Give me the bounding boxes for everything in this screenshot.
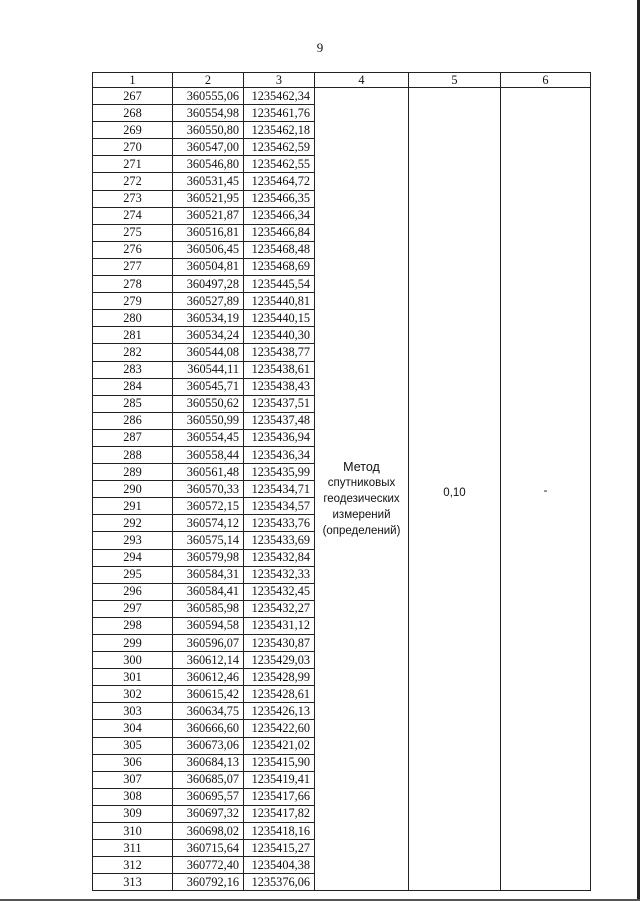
- point-number-cell: 271: [93, 156, 173, 173]
- method-line: Метод: [343, 460, 380, 475]
- x-coordinate-cell: 360550,99: [173, 412, 244, 429]
- y-coordinate-cell: 1235440,30: [244, 327, 315, 344]
- x-coordinate-cell: 360546,80: [173, 156, 244, 173]
- y-coordinate-cell: 1235462,18: [244, 122, 315, 139]
- y-coordinate-cell: 1235428,99: [244, 669, 315, 686]
- x-coordinate-cell: 360596,07: [173, 635, 244, 652]
- y-coordinate-cell: 1235376,06: [244, 874, 315, 891]
- x-coordinate-cell: 360697,32: [173, 805, 244, 822]
- y-coordinate-cell: 1235466,34: [244, 207, 315, 224]
- x-coordinate-cell: 360579,98: [173, 549, 244, 566]
- method-cell: [315, 88, 409, 891]
- point-number-cell: 301: [93, 669, 173, 686]
- y-coordinate-cell: 1235462,55: [244, 156, 315, 173]
- point-number-cell: 282: [93, 344, 173, 361]
- point-number-cell: 279: [93, 293, 173, 310]
- method-line: измерений: [332, 509, 391, 522]
- point-number-cell: 269: [93, 122, 173, 139]
- point-number-cell: 291: [93, 498, 173, 515]
- point-number-cell: 293: [93, 532, 173, 549]
- x-coordinate-cell: 360550,80: [173, 122, 244, 139]
- point-number-cell: 309: [93, 805, 173, 822]
- x-coordinate-cell: 360634,75: [173, 703, 244, 720]
- x-coordinate-cell: 360574,12: [173, 515, 244, 532]
- table-body: [93, 88, 591, 891]
- y-coordinate-cell: 1235440,81: [244, 293, 315, 310]
- point-number-cell: 286: [93, 412, 173, 429]
- x-coordinate-cell: 360561,48: [173, 464, 244, 481]
- y-coordinate-cell: 1235417,82: [244, 805, 315, 822]
- point-number-cell: 310: [93, 823, 173, 840]
- x-coordinate-cell: 360558,44: [173, 446, 244, 463]
- x-coordinate-cell: 360572,15: [173, 498, 244, 515]
- y-coordinate-cell: 1235418,16: [244, 823, 315, 840]
- y-coordinate-cell: 1235415,27: [244, 840, 315, 857]
- x-coordinate-cell: 360554,45: [173, 429, 244, 446]
- point-number-cell: 303: [93, 703, 173, 720]
- y-coordinate-cell: 1235466,35: [244, 190, 315, 207]
- x-coordinate-cell: 360695,57: [173, 788, 244, 805]
- y-coordinate-cell: 1235433,76: [244, 515, 315, 532]
- point-number-cell: 305: [93, 737, 173, 754]
- x-coordinate-cell: 360534,24: [173, 327, 244, 344]
- point-number-cell: 300: [93, 652, 173, 669]
- point-number-cell: 295: [93, 566, 173, 583]
- point-number-cell: 273: [93, 190, 173, 207]
- y-coordinate-cell: 1235435,99: [244, 464, 315, 481]
- point-number-cell: 281: [93, 327, 173, 344]
- coordinates-table: [92, 72, 591, 891]
- x-coordinate-cell: 360792,16: [173, 874, 244, 891]
- point-number-cell: 284: [93, 378, 173, 395]
- x-coordinate-cell: 360615,42: [173, 686, 244, 703]
- point-number-cell: 287: [93, 429, 173, 446]
- y-coordinate-cell: 1235468,69: [244, 258, 315, 275]
- point-number-cell: 308: [93, 788, 173, 805]
- point-number-cell: 302: [93, 686, 173, 703]
- x-coordinate-cell: 360698,02: [173, 823, 244, 840]
- y-coordinate-cell: 1235464,72: [244, 173, 315, 190]
- y-coordinate-cell: 1235432,27: [244, 600, 315, 617]
- x-coordinate-cell: 360685,07: [173, 771, 244, 788]
- y-coordinate-cell: 1235431,12: [244, 617, 315, 634]
- y-coordinate-cell: 1235438,61: [244, 361, 315, 378]
- y-coordinate-cell: 1235436,94: [244, 429, 315, 446]
- y-coordinate-cell: 1235466,84: [244, 224, 315, 241]
- method-line: геодезических: [323, 493, 400, 506]
- x-coordinate-cell: 360531,45: [173, 173, 244, 190]
- y-coordinate-cell: 1235468,48: [244, 241, 315, 258]
- point-number-cell: 292: [93, 515, 173, 532]
- y-coordinate-cell: 1235421,02: [244, 737, 315, 754]
- y-coordinate-cell: 1235417,66: [244, 788, 315, 805]
- y-coordinate-cell: 1235433,69: [244, 532, 315, 549]
- point-number-cell: 313: [93, 874, 173, 891]
- point-number-cell: 276: [93, 241, 173, 258]
- x-coordinate-cell: 360684,13: [173, 754, 244, 771]
- x-coordinate-cell: 360612,14: [173, 652, 244, 669]
- y-coordinate-cell: 1235434,57: [244, 498, 315, 515]
- point-number-cell: 288: [93, 446, 173, 463]
- header-col-5: 5: [409, 73, 501, 88]
- point-number-cell: 296: [93, 583, 173, 600]
- x-coordinate-cell: 360506,45: [173, 241, 244, 258]
- x-coordinate-cell: 360612,46: [173, 669, 244, 686]
- x-coordinate-cell: 360547,00: [173, 139, 244, 156]
- y-coordinate-cell: 1235432,84: [244, 549, 315, 566]
- x-coordinate-cell: 360544,11: [173, 361, 244, 378]
- point-number-cell: 306: [93, 754, 173, 771]
- x-coordinate-cell: 360673,06: [173, 737, 244, 754]
- point-number-cell: 270: [93, 139, 173, 156]
- point-number-cell: 274: [93, 207, 173, 224]
- x-coordinate-cell: 360555,06: [173, 88, 244, 105]
- point-number-cell: 299: [93, 635, 173, 652]
- header-col-6: 6: [501, 73, 591, 88]
- point-number-cell: 267: [93, 88, 173, 105]
- point-number-cell: 289: [93, 464, 173, 481]
- point-number-cell: 307: [93, 771, 173, 788]
- point-number-cell: 277: [93, 258, 173, 275]
- x-coordinate-cell: 360516,81: [173, 224, 244, 241]
- y-coordinate-cell: 1235438,77: [244, 344, 315, 361]
- y-coordinate-cell: 1235432,33: [244, 566, 315, 583]
- x-coordinate-cell: 360585,98: [173, 600, 244, 617]
- point-number-cell: 285: [93, 395, 173, 412]
- y-coordinate-cell: 1235437,51: [244, 395, 315, 412]
- header-col-3: 3: [244, 73, 315, 88]
- x-coordinate-cell: 360584,31: [173, 566, 244, 583]
- y-coordinate-cell: 1235462,34: [244, 88, 315, 105]
- point-number-cell: 304: [93, 720, 173, 737]
- header-col-2: 2: [173, 73, 244, 88]
- y-coordinate-cell: 1235462,59: [244, 139, 315, 156]
- x-coordinate-cell: 360534,19: [173, 310, 244, 327]
- point-number-cell: 280: [93, 310, 173, 327]
- header-col-1: 1: [93, 73, 173, 88]
- y-coordinate-cell: 1235429,03: [244, 652, 315, 669]
- x-coordinate-cell: 360772,40: [173, 857, 244, 874]
- header-col-4: 4: [315, 73, 409, 88]
- x-coordinate-cell: 360554,98: [173, 105, 244, 122]
- point-number-cell: 312: [93, 857, 173, 874]
- point-number-cell: 298: [93, 617, 173, 634]
- point-number-cell: 275: [93, 224, 173, 241]
- x-coordinate-cell: 360545,71: [173, 378, 244, 395]
- accuracy-cell: 0,10: [409, 88, 501, 891]
- x-coordinate-cell: 360570,33: [173, 481, 244, 498]
- x-coordinate-cell: 360666,60: [173, 720, 244, 737]
- point-number-cell: 283: [93, 361, 173, 378]
- x-coordinate-cell: 360521,95: [173, 190, 244, 207]
- x-coordinate-cell: 360550,62: [173, 395, 244, 412]
- y-coordinate-cell: 1235426,13: [244, 703, 315, 720]
- y-coordinate-cell: 1235461,76: [244, 105, 315, 122]
- method-line: спутниковых: [327, 477, 396, 490]
- table-header-row: [93, 73, 591, 88]
- x-coordinate-cell: 360575,14: [173, 532, 244, 549]
- table-row: [93, 88, 591, 105]
- y-coordinate-cell: 1235440,15: [244, 310, 315, 327]
- x-coordinate-cell: 360521,87: [173, 207, 244, 224]
- x-coordinate-cell: 360544,08: [173, 344, 244, 361]
- point-number-cell: 268: [93, 105, 173, 122]
- x-coordinate-cell: 360715,64: [173, 840, 244, 857]
- point-number-cell: 272: [93, 173, 173, 190]
- point-number-cell: 290: [93, 481, 173, 498]
- page-number: 9: [316, 40, 324, 55]
- y-coordinate-cell: 1235404,38: [244, 857, 315, 874]
- point-number-cell: 311: [93, 840, 173, 857]
- point-number-cell: 294: [93, 549, 173, 566]
- y-coordinate-cell: 1235445,54: [244, 276, 315, 293]
- col6-cell: -: [501, 88, 591, 891]
- method-line: (определений): [322, 525, 401, 538]
- y-coordinate-cell: 1235422,60: [244, 720, 315, 737]
- y-coordinate-cell: 1235436,34: [244, 446, 315, 463]
- y-coordinate-cell: 1235437,48: [244, 412, 315, 429]
- x-coordinate-cell: 360527,89: [173, 293, 244, 310]
- point-number-cell: 297: [93, 600, 173, 617]
- y-coordinate-cell: 1235432,45: [244, 583, 315, 600]
- x-coordinate-cell: 360504,81: [173, 258, 244, 275]
- y-coordinate-cell: 1235428,61: [244, 686, 315, 703]
- y-coordinate-cell: 1235419,41: [244, 771, 315, 788]
- y-coordinate-cell: 1235430,87: [244, 635, 315, 652]
- y-coordinate-cell: 1235434,71: [244, 481, 315, 498]
- point-number-cell: 278: [93, 276, 173, 293]
- y-coordinate-cell: 1235415,90: [244, 754, 315, 771]
- y-coordinate-cell: 1235438,43: [244, 378, 315, 395]
- x-coordinate-cell: 360594,58: [173, 617, 244, 634]
- x-coordinate-cell: 360497,28: [173, 276, 244, 293]
- x-coordinate-cell: 360584,41: [173, 583, 244, 600]
